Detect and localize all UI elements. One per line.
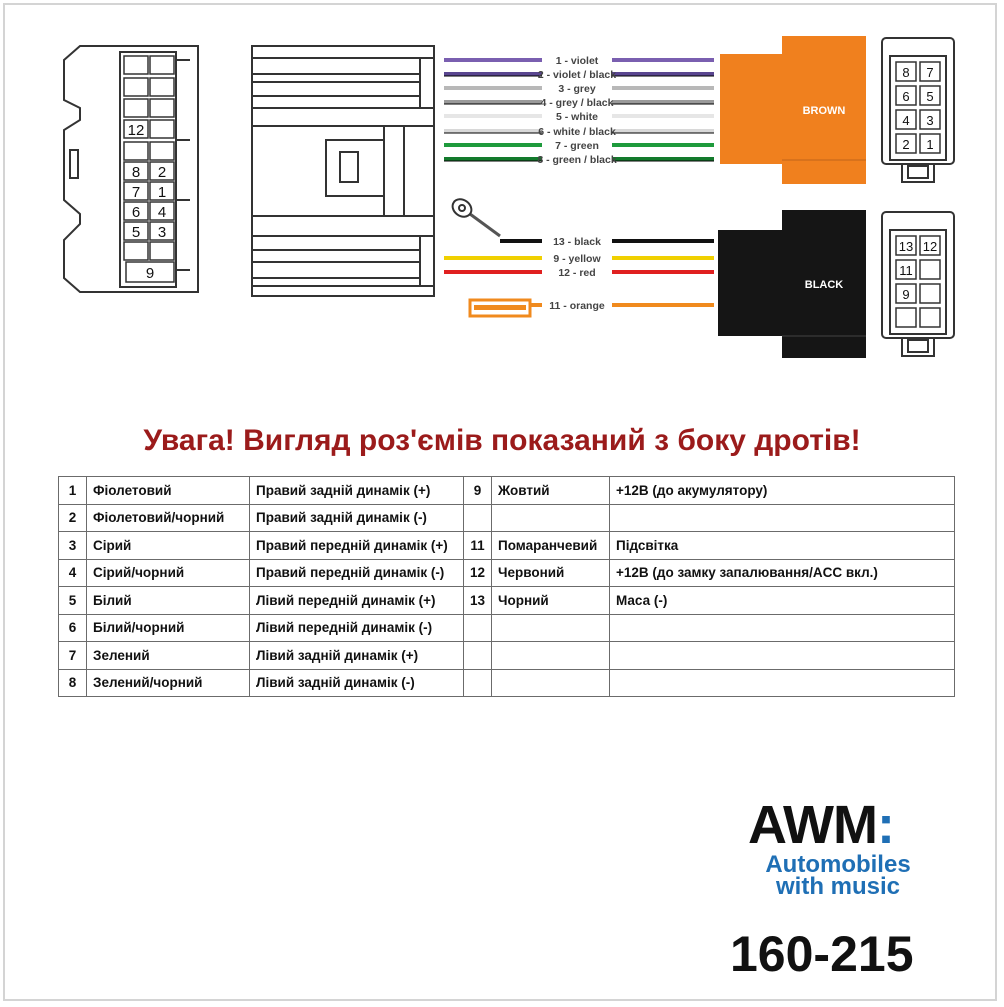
table-cell: Білий/чорний <box>87 614 250 642</box>
table-cell <box>610 614 955 642</box>
black-plug <box>718 210 866 358</box>
pin-label: 3 <box>926 113 934 128</box>
wire-label: 2 - violet / black <box>537 69 617 81</box>
table-cell: Чорний <box>492 587 610 615</box>
logo-line2: with music <box>775 873 901 900</box>
side-cell <box>124 78 148 96</box>
wire-label: 8 - green / black <box>537 154 617 166</box>
table-cell: Жовтий <box>492 477 610 505</box>
table-cell: Лівий задній динамік (+) <box>250 642 464 670</box>
pin-label: 4 <box>902 113 910 128</box>
wiring-diagram <box>0 0 1004 370</box>
wire-label: 4 - grey / black <box>540 97 614 109</box>
logo-main-text: AWM <box>748 795 877 855</box>
table-cell: Підсвітка <box>610 532 955 560</box>
wire-label: 11 - orange <box>549 300 605 312</box>
table-cell: 1 <box>59 477 87 505</box>
brown-pinout <box>882 38 954 182</box>
table-cell: Правий передній динамік (+) <box>250 532 464 560</box>
table-cell: 9 <box>464 477 492 505</box>
table-cell: 13 <box>464 587 492 615</box>
side-cell <box>150 120 174 138</box>
awm-logo <box>748 796 948 898</box>
wire-label: 6 - white / black <box>538 126 616 138</box>
side-cell <box>150 142 174 160</box>
side-pin-label: 7 <box>131 184 141 201</box>
pinout-table <box>58 476 955 697</box>
wire-label: 13 - black <box>553 236 601 248</box>
orange-blade-terminal <box>470 300 530 316</box>
side-cell <box>150 242 174 260</box>
table-cell <box>610 504 955 532</box>
table-cell: +12В (до замку запалювання/ACC вкл.) <box>610 559 955 587</box>
table-cell: 6 <box>59 614 87 642</box>
table-row <box>59 532 955 560</box>
side-pin-label: 8 <box>131 164 141 181</box>
table-cell: +12В (до акумулятору) <box>610 477 955 505</box>
table-cell: Червоний <box>492 559 610 587</box>
table-row <box>59 504 955 532</box>
table-row <box>59 559 955 587</box>
table-cell: Лівий задній динамік (-) <box>250 669 464 697</box>
table-cell <box>610 669 955 697</box>
wire-label: 5 - white <box>555 111 599 123</box>
table-cell: 7 <box>59 642 87 670</box>
part-number: 160-215 <box>730 926 914 982</box>
warning-text: Увага! Вигляд роз'ємів показаний з боку дротів! <box>143 424 861 457</box>
side-pin-label: 12 <box>127 122 145 139</box>
middle-connector <box>252 46 434 296</box>
table-cell: Лівий передній динамік (-) <box>250 614 464 642</box>
table-cell <box>464 614 492 642</box>
wire-label: 12 - red <box>558 267 596 279</box>
table-cell <box>464 504 492 532</box>
table-cell: 4 <box>59 559 87 587</box>
table-cell: Маса (-) <box>610 587 955 615</box>
pin-label: 8 <box>902 65 910 80</box>
side-pin-label: 3 <box>157 224 167 241</box>
pin-label: 6 <box>902 89 910 104</box>
ring-terminal <box>449 196 500 236</box>
black-plug-label: BLACK <box>804 279 844 291</box>
pin-label: 12 <box>922 239 938 254</box>
brown-plug <box>720 36 866 184</box>
pin-cell <box>896 308 916 327</box>
table-cell <box>492 614 610 642</box>
table-cell <box>492 642 610 670</box>
table-cell: Сірий/чорний <box>87 559 250 587</box>
wire-label: 3 - grey <box>558 83 596 95</box>
wire-label: 9 - yellow <box>553 253 601 265</box>
side-pin-label: 5 <box>131 224 141 241</box>
table-cell: 5 <box>59 587 87 615</box>
table-cell: Сірий <box>87 532 250 560</box>
pin-cell <box>920 308 940 327</box>
table-cell: 11 <box>464 532 492 560</box>
table-row <box>59 642 955 670</box>
side-cell <box>124 99 148 117</box>
table-cell: 3 <box>59 532 87 560</box>
logo-main <box>748 796 948 854</box>
pin-label: 7 <box>926 65 934 80</box>
table-cell: Білий <box>87 587 250 615</box>
brown-plug-label: BROWN <box>802 105 846 117</box>
table-cell: Лівий передній динамік (+) <box>250 587 464 615</box>
wire-label: 7 - green <box>555 140 599 152</box>
side-cell <box>124 242 148 260</box>
table-cell <box>492 669 610 697</box>
pin-cell <box>920 284 940 303</box>
pin-label: 2 <box>902 137 910 152</box>
table-cell: Правий задній динамік (+) <box>250 477 464 505</box>
pin-label: 1 <box>926 137 934 152</box>
side-pin-label: 1 <box>157 184 167 201</box>
side-pin-label: 2 <box>157 164 167 181</box>
pin-cell <box>920 260 940 279</box>
pin-label: 5 <box>926 89 934 104</box>
black-pinout <box>882 212 954 356</box>
table-cell <box>464 642 492 670</box>
table-cell: Зелений/чорний <box>87 669 250 697</box>
wire-label: 1 - violet <box>555 55 599 67</box>
table-cell <box>610 642 955 670</box>
side-pin-label: 6 <box>131 204 141 221</box>
table-cell <box>464 669 492 697</box>
pin-label: 9 <box>902 287 910 302</box>
table-row <box>59 614 955 642</box>
side-cell <box>124 56 148 74</box>
table-row <box>59 477 955 505</box>
logo-line1: Automobiles <box>765 851 911 878</box>
logo-colon: : <box>876 795 894 855</box>
side-cell <box>124 142 148 160</box>
pin-label: 11 <box>899 263 913 278</box>
table-cell <box>492 504 610 532</box>
side-cell <box>150 56 174 74</box>
table-cell: Фіолетовий/чорний <box>87 504 250 532</box>
table-cell: Правий передній динамік (-) <box>250 559 464 587</box>
table-cell: Зелений <box>87 642 250 670</box>
side-cell <box>150 78 174 96</box>
side-pin-label: 9 <box>145 265 155 282</box>
table-cell: 2 <box>59 504 87 532</box>
table-cell: Правий задній динамік (-) <box>250 504 464 532</box>
table-row <box>59 587 955 615</box>
side-pin-label: 4 <box>157 204 167 221</box>
table-cell: 8 <box>59 669 87 697</box>
side-cell <box>150 99 174 117</box>
pin-label: 13 <box>898 239 914 254</box>
table-cell: 12 <box>464 559 492 587</box>
table-cell: Фіолетовий <box>87 477 250 505</box>
table-row <box>59 669 955 697</box>
wire-group <box>444 55 714 312</box>
table-cell: Помаранчевий <box>492 532 610 560</box>
